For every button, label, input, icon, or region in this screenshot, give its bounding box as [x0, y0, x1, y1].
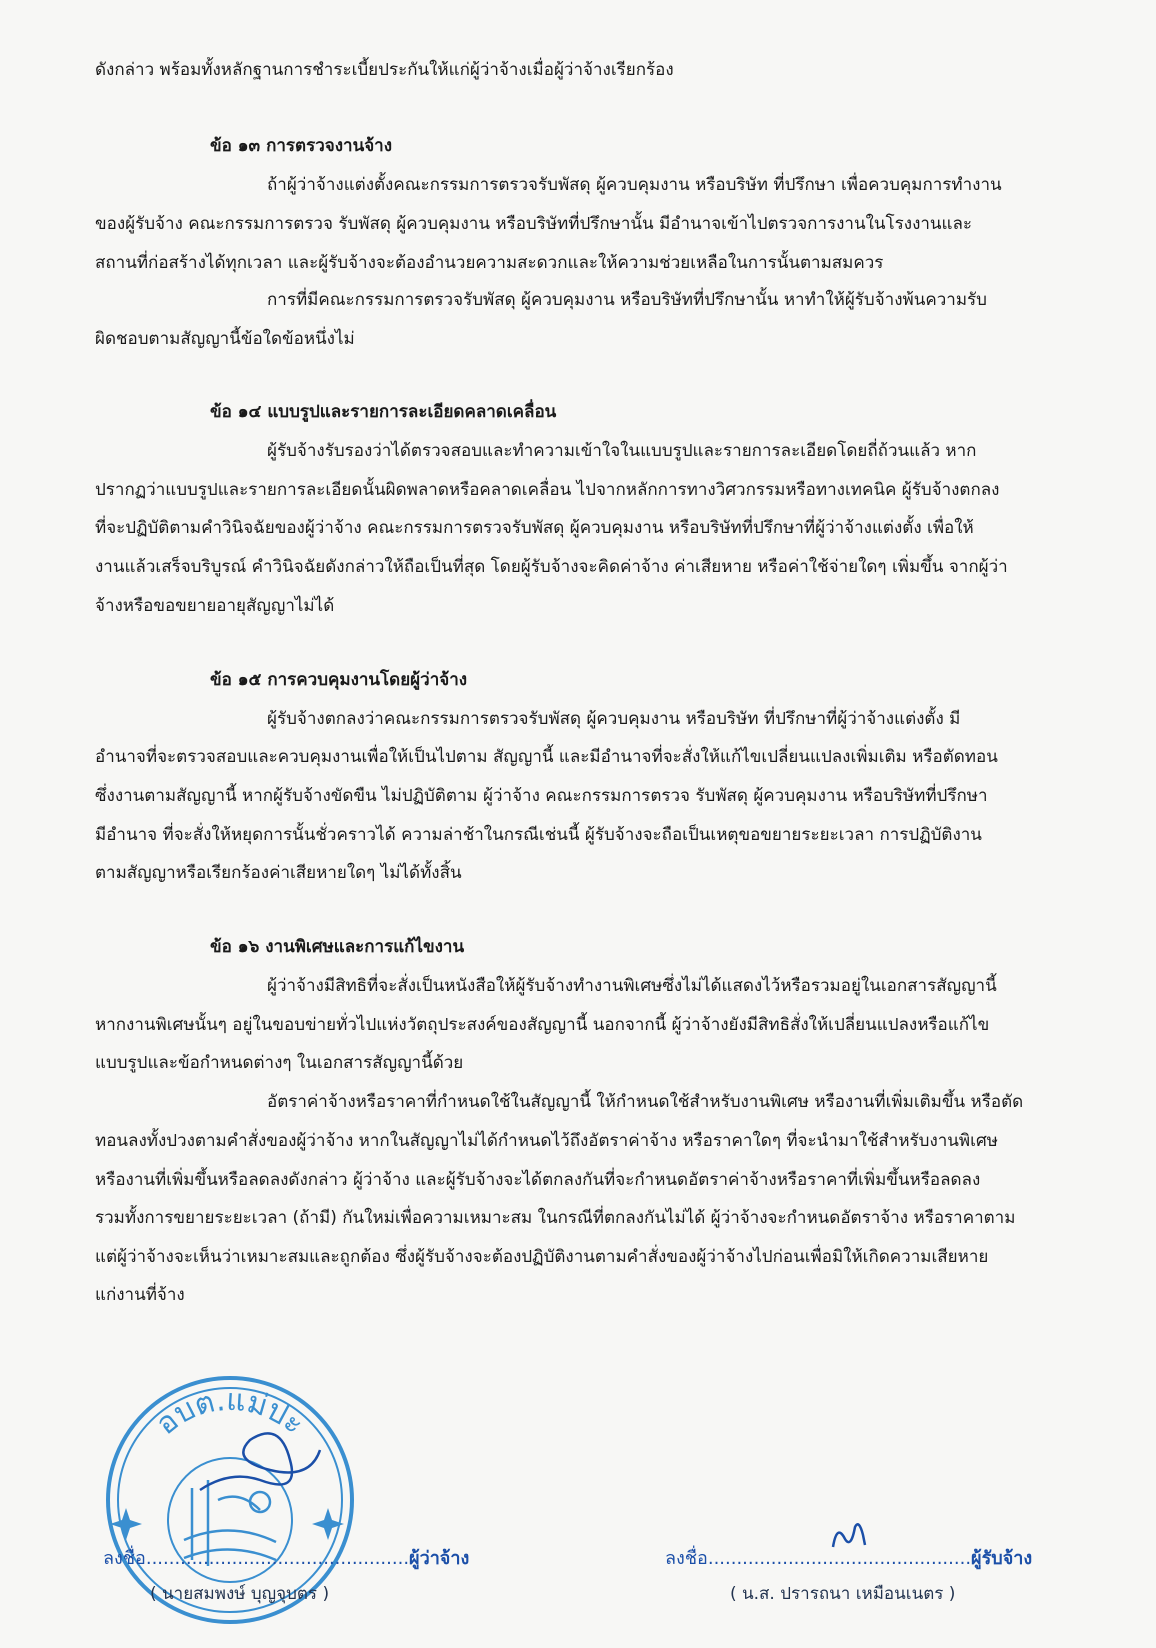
employer-name: ( นายสมพงษ์ บุญจุบตร ) — [150, 1584, 330, 1604]
text-line: ถ้าผู้ว่าจ้างแต่งตั้งคณะกรรมการตรวจรับพัสดุ ผู้ควบคุมงาน หรือบริษัท ที่ปรึกษา เพื่อควบคุมการทำงาน — [267, 175, 1002, 195]
text-line: ผู้ว่าจ้างมีสิทธิที่จะสั่งเป็นหนังสือให้ผู้รับจ้างทำงานพิเศษซึ่งไม่ได้แสดงไว้หรือรวมอยู่ในเอกสารสัญญานี้ — [267, 976, 997, 996]
text-line: มีอำนาจ ที่จะสั่งให้หยุดการนั้นชั่วคราวได้ ความล่าช้าในกรณีเช่นนี้ ผู้รับจ้างจะถือเป็นเหตุขอขยายระยะเวลา การปฏิบัติงาน — [95, 825, 982, 845]
clause-15-heading: ข้อ ๑๕ การควบคุมงานโดยผู้ว่าจ้าง — [210, 670, 468, 690]
text-line: หรืองานที่เพิ่มขึ้นหรือลดลงดังกล่าว ผู้ว่าจ้าง และผู้รับจ้างจะได้ตกลงกันที่จะกำหนดอัตราค่าจ้างหรือราคาที่เพิ่มขึ้นหรือลดลง — [95, 1170, 981, 1190]
text-line: แต่ผู้ว่าจ้างจะเห็นว่าเหมาะสมและถูกต้อง ซึ่งผู้รับจ้างจะต้องปฏิบัติงานตามคำสั่งของผู้ว่าจ้างไปก่อนเพื่อมิให้เกิดความเสียหาย — [95, 1247, 989, 1267]
text-line: อัตราค่าจ้างหรือราคาที่กำหนดใช้ในสัญญานี้ ให้กำหนดใช้สำหรับงานพิเศษ หรืองานที่เพิ่มเติมขึ้น หรือตัด — [267, 1092, 1024, 1112]
employer-signature-scribble — [190, 1400, 330, 1510]
text-line: แก่งานที่จ้าง — [95, 1285, 185, 1305]
text-line: แบบรูปและข้อกำหนดต่างๆ ในเอกสารสัญญานี้ด้วย — [95, 1053, 464, 1073]
text-line: หากงานพิเศษนั้นๆ อยู่ในขอบข่ายทั่วไปแห่งวัตถุประสงค์ของสัญญานี้ นอกจากนี้ ผู้ว่าจ้างยังมีสิทธิสั่งให้เปลี่ยนแปลงหรือแก้ไข — [95, 1015, 990, 1035]
contractor-role-label: ผู้รับจ้าง — [971, 1548, 1033, 1569]
contractor-name: ( น.ส. ปรารถนา เหมือนเนตร ) — [730, 1584, 956, 1604]
stamp-text: อบต.แม่ปะ — [149, 1382, 311, 1442]
text-line: ผิดชอบตามสัญญานี้ข้อใดข้อหนึ่งไม่ — [95, 329, 355, 349]
clause-13-heading: ข้อ ๑๓ การตรวจงานจ้าง — [210, 136, 393, 156]
text-line: ผู้รับจ้างตกลงว่าคณะกรรมการตรวจรับพัสดุ ผู้ควบคุมงาน หรือบริษัท ที่ปรึกษาที่ผู้ว่าจ้างแต่งตั้ง มี — [267, 709, 961, 729]
text-line: ดังกล่าว พร้อมทั้งหลักฐานการชำระเบี้ยประกันให้แก่ผู้ว่าจ้างเมื่อผู้ว่าจ้างเรียกร้อง — [95, 60, 674, 80]
text-line: การที่มีคณะกรรมการตรวจรับพัสดุ ผู้ควบคุมงาน หรือบริษัทที่ปรึกษานั้น หาทำให้ผู้รับจ้างพ้นความรับ — [267, 290, 987, 310]
stamp-star-right-icon — [312, 1508, 344, 1540]
employer-role-label: ผู้ว่าจ้าง — [409, 1548, 470, 1569]
employer-signature-line — [103, 1543, 469, 1572]
text-line: จ้างหรือขอขยายอายุสัญญาไม่ได้ — [95, 596, 335, 616]
text-line: สถานที่ก่อสร้างได้ทุกเวลา และผู้รับจ้างจะต้องอำนวยความสะดวกและให้ความช่วยเหลือในการนั้นตามสมควร — [95, 253, 884, 273]
text-line: อำนาจที่จะตรวจสอบและควบคุมงานเพื่อให้เป็นไปตาม สัญญานี้ และมีอำนาจที่จะสั่งให้แก้ไขเปลี่ยนแปลงเพิ่มเติม หรือตัดทอน — [95, 747, 998, 767]
text-line: ผู้รับจ้างรับรองว่าได้ตรวจสอบและทำความเข้าใจในแบบรูปและรายการละเอียดโดยถี่ถ้วนแล้ว หาก — [267, 441, 977, 461]
clause-16-heading: ข้อ ๑๖ งานพิเศษและการแก้ไขงาน — [210, 937, 465, 957]
text-line: รวมทั้งการขยายระยะเวลา (ถ้ามี) กันใหม่เพื่อความเหมาะสม ในกรณีที่ตกลงกันไม่ได้ ผู้ว่าจ้างจะกำหนดอัตราจ้าง หรือราคาตาม — [95, 1208, 1016, 1228]
text-line: ของผู้รับจ้าง คณะกรรมการตรวจ รับพัสดุ ผู้ควบคุมงาน หรือบริษัทที่ปรึกษานั้น มีอำนาจเข้าไปตรวจการงานในโรงงานและ — [95, 214, 973, 234]
text-line: ตามสัญญาหรือเรียกร้องค่าเสียหายใดๆ ไม่ได้ทั้งสิ้น — [95, 863, 462, 883]
text-line: ที่จะปฏิบัติตามคำวินิจฉัยของผู้ว่าจ้าง คณะกรรมการตรวจรับพัสดุ ผู้ควบคุมงาน หรือบริษัทที่ปรึกษาที่ผู้ว่าจ้างแต่งตั้ง เพื่อให้ — [95, 518, 974, 538]
text-line: ทอนลงทั้งปวงตามคำสั่งของผู้ว่าจ้าง หากในสัญญาไม่ได้กำหนดไว้ถึงอัตราค่าจ้าง หรือราคาใดๆ ที่จะนำมาใช้สำหรับงานพิเศษ — [95, 1131, 998, 1151]
text-line: ซึ่งงานตามสัญญานี้ หากผู้รับจ้างขัดขืน ไม่ปฏิบัติตาม ผู้ว่าจ้าง คณะกรรมการตรวจ รับพัสดุ ผู้ควบคุมงาน หรือบริษัทที่ปรึกษา — [95, 786, 988, 806]
contractor-sign-prefix: ลงชื่อ.............................................. — [665, 1548, 972, 1569]
contractor-signature-line — [665, 1543, 1032, 1572]
text-line: งานแล้วเสร็จบริบูรณ์ คำวินิจฉัยดังกล่าวให้ถือเป็นที่สุด โดยผู้รับจ้างจะคิดค่าจ้าง ค่าเสียหาย หรือค่าใช้จ่ายใดๆ เพิ่มขึ้น จากผู้ว่า — [95, 557, 1008, 577]
employer-sign-prefix: ลงชื่อ.............................................. — [103, 1548, 410, 1569]
clause-14-heading: ข้อ ๑๔ แบบรูปและรายการละเอียดคลาดเคลื่อน — [210, 402, 557, 422]
text-line: ปรากฏว่าแบบรูปและรายการละเอียดนั้นผิดพลาดหรือคลาดเคลื่อน ไปจากหลักการทางวิศวกรรมหรือทางเทคนิค ผู้รับจ้างตกลง — [95, 480, 1000, 500]
